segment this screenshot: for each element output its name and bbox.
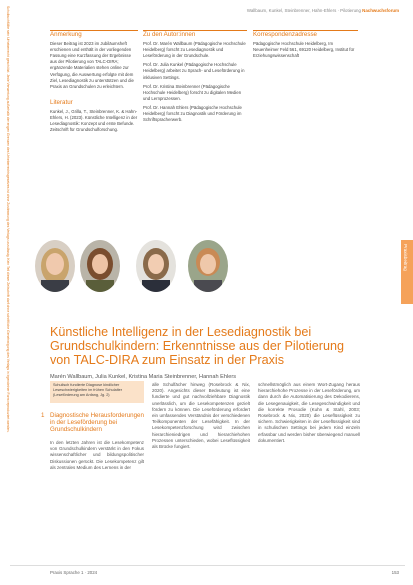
column-authors bbox=[143, 32, 247, 123]
author-photo-4 bbox=[188, 240, 228, 292]
footer-journal: Praxis Sprache 1 · 2024 bbox=[50, 570, 98, 575]
author-photo-2 bbox=[80, 240, 120, 292]
anmerkung-heading: Anmerkung bbox=[50, 31, 82, 38]
correspondence-text: Pädagogische Hochschule Heidelberg, Im Neuenheimer Feld 561, 69120 Heidelberg, Institut für Erziehungswissenschaft bbox=[253, 41, 355, 59]
article-title: Künstliche Intelligenz in der Lesediagnostik bei Grundschulkindern: Erkenntnisse aus der Pilotierung von TALC-DIRA zum Einsatz in der Praxis bbox=[50, 325, 345, 368]
author-photo-1 bbox=[35, 240, 75, 292]
body-column-3: schnellstmöglich aus einem Wort-Zugang heraus hierarchiehohe Prozesse in der Leseförderung, um dann durch die Automatisierung des Dekodierens, die Lesegenauigkeit, die Lesegeschwindigkeit und die korrekte Prosodie (Kuhn & Stahl, 2003; Rosebrock & Nix, 2020) die Leseflüssigkeit zu sichern. Schwierigkeiten in der Leseflüssigkeit sind in schulischen Settings bei jedem Kind einzeln erfassbar und werden bisher überwiegend manuell dokumentiert. bbox=[258, 382, 360, 443]
running-header bbox=[247, 8, 399, 13]
correspondence-heading: Korrespondenzadresse bbox=[253, 31, 317, 38]
body-column-2: alle Schulfächer hinweg (Rosebrock & Nix, 2020). Angesichts dieser Bedeutung ist eine fundierte und gut nachvollziehbare Diagnostik unerlässlich, um die Lesekompetenzen gezielt fördern zu können. Die Leseförderung erfordert ein umfassendes Verständnis der verschiedenen Teilkomponenten der Lesefähigkeit. In der Lesekompetenzforschung wird zwischen hierarchieniedrigen und hierarchiehohen Prozessen unterschieden, wobei Leseflüssigkeit als Brücke fungiert. bbox=[152, 382, 250, 450]
section-title: Diagnostische Herausforderungen in der Leseförderung bei Grundschulkindern bbox=[50, 412, 144, 434]
section-heading bbox=[41, 412, 145, 434]
literatur-text: Kunkel, J., Grilla, T., Steinbrenner, K. & Hahn-Ehlers, H. (2023). Künstliche Intelligenz in der Lesediagnostik: Konzept und erste Befunde. Zeitschrift für Grundschulforschung. bbox=[50, 108, 138, 133]
teaser-box: Schulisch fundierte Diagnose kindlicher Leseschwierigkeiten im frühen Schulalter (Leseförderung am Anfang, Jg. 2) bbox=[50, 381, 144, 403]
column-correspondence bbox=[253, 32, 358, 59]
footer-page-number: 153 bbox=[391, 570, 399, 575]
side-tab: Praxisbeitrag bbox=[401, 240, 413, 304]
section-number: 1 bbox=[41, 412, 45, 419]
literatur-heading: Literatur bbox=[50, 98, 73, 106]
margin-copyright-note: Schulbuchfüllte sein Urheberrecht geschützt. Jede Verwertung außerhalb der engen Grenzen des Urheberrechtsgesetzes ist ohne Zustimmung des Verlags unzulässig. Kein Teil dieser Zeitschrift darf ohne schriftliche Genehmigung des Verlags in irgendeiner Form reproduziert werden. bbox=[6, 6, 10, 433]
article-authors: Marén Wallbaum, Julia Kunkel, Kristina Maria Steinbrenner, Hannah Ehlers bbox=[50, 374, 237, 380]
author-photo-3 bbox=[136, 240, 176, 292]
author-entry: Prof. Dr. Julia Kunkel (Pädagogische Hochschule Heidelberg) arbeitet zu Sprach- und Leseförderung in inklusiven Settings. bbox=[143, 62, 245, 80]
anmerkung-text: Dieser Beitrag ist 2023 im Jubiläumsheft erschienen und enthält in der vorliegenden Fassung eine Kurzfassung der Ergebnisse aus der Pilotierung von TALC-DIRA; ergänzende Materialien stehen online zur Verfügung, die Auswertung erfolgte mit dem Ziel, Lesediagnostik zu unterstützen und die Praxis an Grundschulen zu erleichtern. bbox=[50, 41, 134, 89]
body-column-1: In den letzten Jahren ist die Lesekompetenz von Grundschulkindern verstärkt in den Fokus wissenschaftlicher und bildungspolitischer Diskussionen gerückt. Die Lesekompetenz gilt als zentrales Medium des Lernens in der bbox=[50, 440, 144, 470]
column-left bbox=[50, 32, 138, 133]
authors-heading: Zu den Autor:innen bbox=[143, 31, 196, 38]
author-entry: Prof. Dr. Marén Wallbaum (Pädagogische Hochschule Heidelberg) forscht zu Lesediagnostik und Leseförderung in der Grundschule. bbox=[143, 41, 246, 59]
author-entry: Prof. Dr. Kristina Steinbrenner (Pädagogische Hochschule Heidelberg) forscht zu digitalen Medien und Lernprozessen. bbox=[143, 83, 242, 101]
header-section: Nachwuchsforum bbox=[362, 8, 399, 13]
header-authors: Wallbaum, Kunkel, Steinbrenner, Hahn-Ehlers · Pilotierung bbox=[246, 8, 361, 13]
footer-rule bbox=[10, 565, 405, 566]
author-entry: Prof. Dr. Hannah Ehlers (Pädagogische Hochschule Heidelberg) forscht zu Diagnostik und Förderung im Schriftspracherwerb. bbox=[143, 104, 242, 123]
